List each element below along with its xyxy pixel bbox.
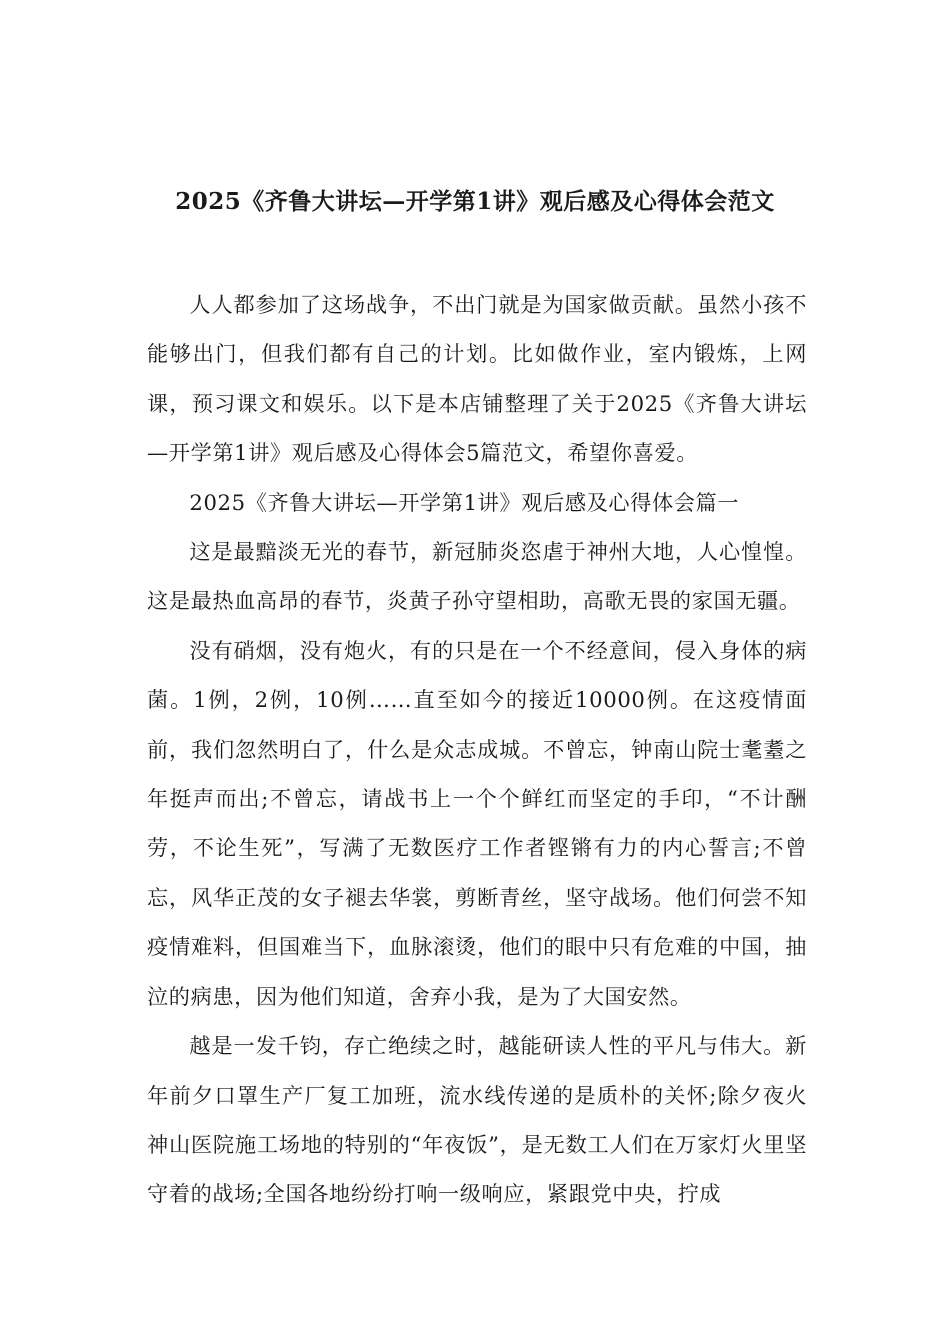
body-paragraph: 没有硝烟，没有炮火，有的只是在一个不经意间，侵入身体的病菌。1例，2例，10例……直至如今的接近10000例。在这疫情面前，我们忽然明白了，什么是众志成城。不曾忘，钟南山院士耄耋之年挺声而出;不曾忘，请战书上一个个鲜红而坚定的手印，“不计酬劳，不论生死”，写满了无数医疗工作者铿锵有力的内心誓言;不曾忘，风华正茂的女子褪去华裳，剪断青丝，坚守战场。他们何尝不知疫情难料，但国难当下，血脉滚烫，他们的眼中只有危难的中国，抽泣的病患，因为他们知道，舍弃小我，是为了大国安然。 <box>147 637 807 1009</box>
body-paragraph: 越是一发千钧，存亡绝续之时，越能研读人性的平凡与伟大。新年前夕口罩生产厂复工加班，流水线传递的是质朴的关怀;除夕夜火神山医院施工场地的特别的“年夜饭”，是无数工人们在万家灯火里坚守着的战场;全国各地纷纷打响一级响应，紧跟党中央，拧成 <box>147 1033 807 1207</box>
body-paragraph: 这是最黯淡无光的春节，新冠肺炎恣虐于神州大地，人心惶惶。这是最热血高昂的春节，炎黄子孙守望相助，高歌无畏的家国无疆。 <box>147 539 807 614</box>
section-heading: 2025《齐鲁大讲坛—开学第1讲》观后感及心得体会篇一 <box>189 489 740 515</box>
document-title: 2025《齐鲁大讲坛—开学第1讲》观后感及心得体会范文 <box>175 188 775 215</box>
intro-paragraph: 人人都参加了这场战争，不出门就是为国家做贡献。虽然小孩不能够出门，但我们都有自己的计划。比如做作业，室内锻炼，上网课，预习课文和娱乐。以下是本店铺整理了关于2025《齐鲁大讲坛—开学第1讲》观后感及心得体会5篇范文，希望你喜爱。 <box>147 292 807 466</box>
document-body <box>147 280 807 1219</box>
